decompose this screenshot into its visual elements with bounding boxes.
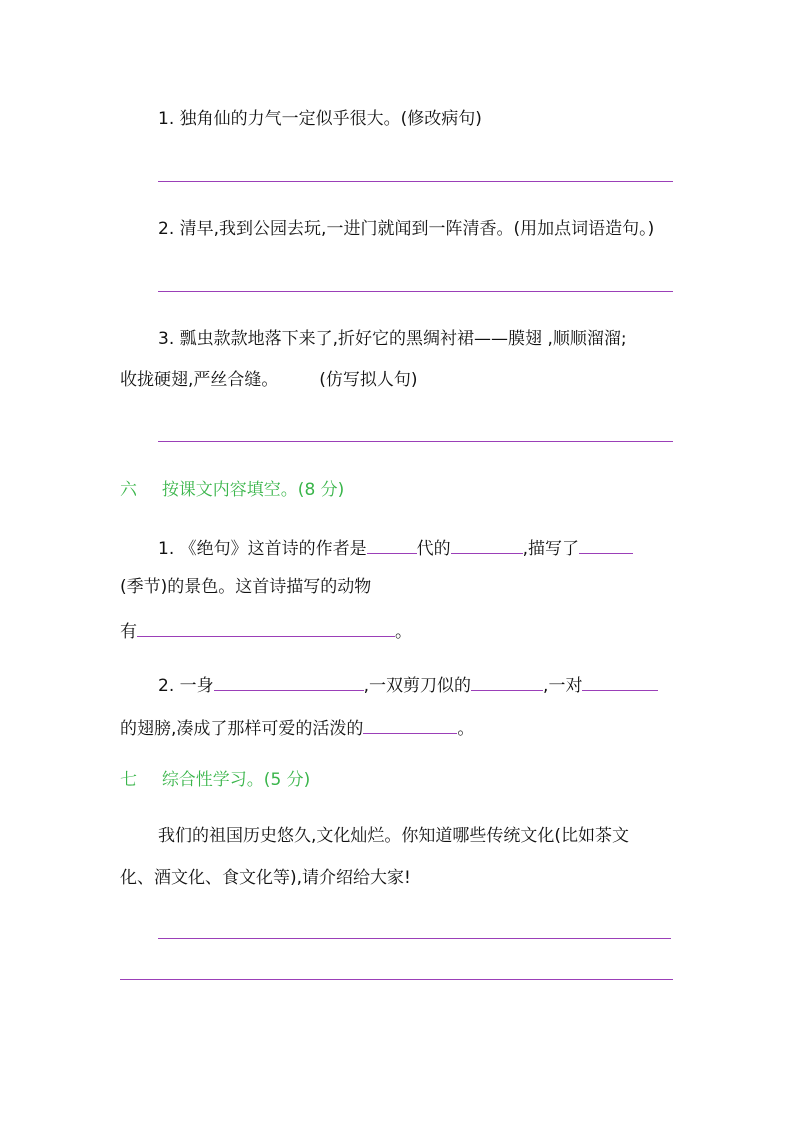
section-7-paragraph-line-2 [120, 867, 411, 889]
s6-item-2-part-e: 。 [457, 719, 475, 739]
blank-author[interactable] [451, 535, 523, 554]
answer-line-1[interactable] [158, 181, 673, 182]
s6-item-1-part-e: 有 [120, 622, 137, 642]
s6-item-2-part-d: 的翅膀,凑成了那样可爱的活泼的 [120, 719, 364, 739]
section-7-text-2: 化、酒文化、食文化等),请介绍给大家! [120, 868, 411, 888]
section-7-number: 七 [120, 770, 137, 790]
blank-tail[interactable] [471, 672, 543, 691]
question-1-text: 独角仙的力气一定似乎很大。(修改病句) [179, 109, 482, 129]
answer-line-section-7-2[interactable] [120, 979, 673, 980]
section-7-paragraph-line-1 [158, 825, 629, 847]
blank-season[interactable] [579, 535, 633, 554]
s6-item-1-part-f: 。 [395, 622, 412, 642]
answer-line-3[interactable] [158, 441, 673, 442]
section-6-item-1-line-1 [158, 535, 633, 560]
section-7-text-1: 我们的祖国历史悠久,文化灿烂。你知道哪些传统文化(比如茶文 [158, 826, 630, 846]
question-3-number: 3. [158, 329, 175, 349]
s6-item-1-number: 1. [158, 539, 175, 559]
question-1-number: 1. [158, 109, 175, 129]
s6-item-2-part-a: 一身 [179, 676, 214, 696]
blank-feathers[interactable] [214, 672, 364, 691]
question-3-line-2 [120, 369, 417, 391]
blank-wings-adjective[interactable] [582, 672, 658, 691]
question-2 [158, 218, 654, 240]
question-1 [158, 108, 482, 130]
answer-line-section-7-1[interactable] [158, 938, 671, 939]
section-6-item-1-line-3 [120, 618, 412, 643]
section-6-number: 六 [120, 480, 137, 500]
question-3-text-line-2b: (仿写拟人句) [319, 370, 418, 390]
question-2-text: 清早,我到公园去玩,一进门就闻到一阵清香。(用加点词语造句。) [179, 219, 655, 239]
section-6-title: 按课文内容填空。(8 分) [161, 480, 345, 500]
s6-item-1-part-c: ,描写了 [522, 539, 580, 559]
s6-item-1-part-b: 代的 [416, 539, 451, 559]
s6-item-2-part-c: ,一对 [543, 676, 583, 696]
question-3-text-line-1: 瓢虫款款地落下来了,折好它的黑绸衬裙——膜翅 ,顺顺溜溜; [179, 329, 627, 349]
s6-item-1-part-d: (季节)的景色。这首诗描写的动物 [120, 577, 372, 597]
blank-dynasty[interactable] [367, 535, 417, 554]
section-6-item-1-line-2 [120, 576, 371, 598]
question-3-text-line-2a: 收拢硬翅,严丝合缝。 [120, 370, 279, 390]
section-6-item-2-line-1 [158, 672, 658, 697]
blank-bird-noun[interactable] [363, 715, 457, 734]
section-6-heading [120, 479, 344, 501]
blank-animals[interactable] [137, 618, 395, 637]
question-3-line-1 [158, 328, 627, 350]
s6-item-2-number: 2. [158, 676, 175, 696]
s6-item-1-part-a: 《绝句》这首诗的作者是 [179, 539, 367, 559]
s6-item-2-part-b: ,一双剪刀似的 [363, 676, 472, 696]
section-6-item-2-line-2 [120, 715, 474, 740]
section-7-heading [120, 769, 310, 791]
section-7-title: 综合性学习。(5 分) [161, 770, 311, 790]
question-2-number: 2. [158, 219, 175, 239]
answer-line-2[interactable] [158, 291, 673, 292]
